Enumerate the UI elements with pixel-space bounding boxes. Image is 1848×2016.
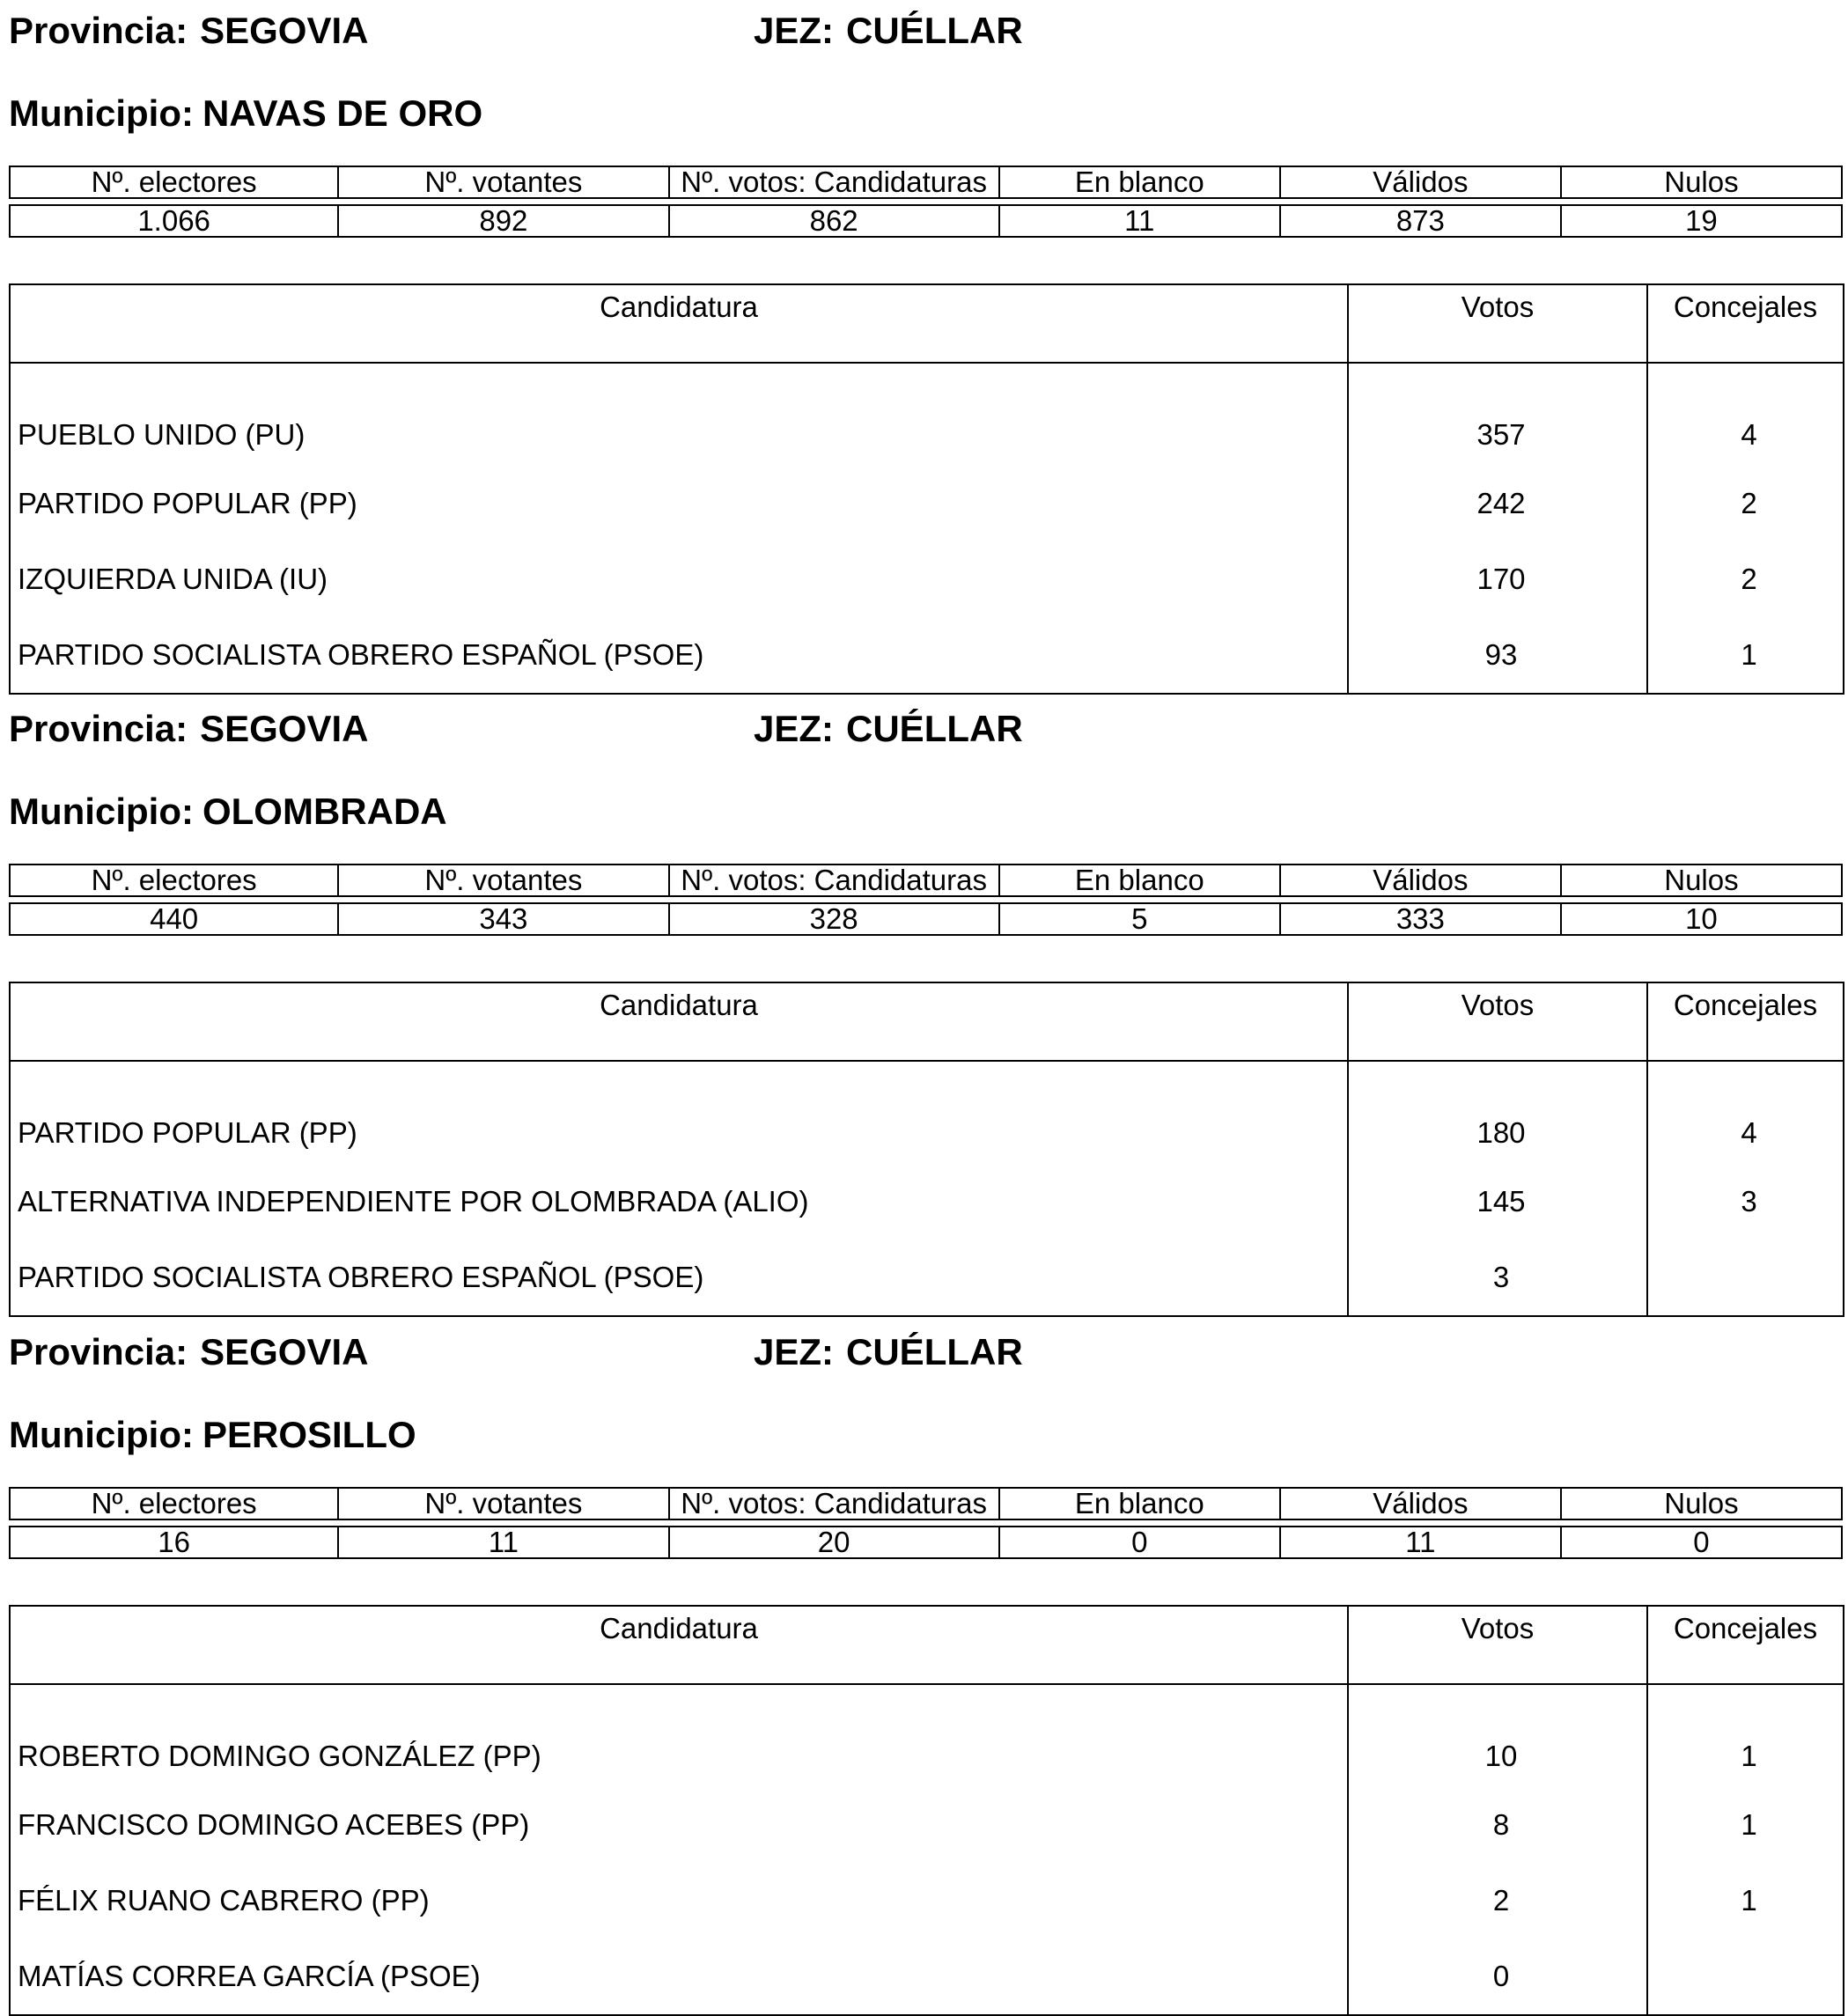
table-row	[10, 1164, 1844, 1240]
value-votantes: 892	[339, 204, 669, 238]
header-votos: Votos	[1348, 1606, 1647, 1684]
value-nulos: 10	[1562, 902, 1843, 936]
header-votos-candidaturas: Nº. votos: Candidaturas	[670, 166, 1000, 199]
provincia-label: Provincia:	[9, 1331, 188, 1372]
section-header	[9, 1321, 1843, 1497]
municipio-value: NAVAS DE ORO	[202, 92, 483, 134]
candidatura-concejales	[1647, 1939, 1844, 2015]
table-row	[10, 541, 1844, 617]
candidatura-name: FÉLIX RUANO CABRERO (PP)	[10, 1863, 1348, 1939]
jez-line	[754, 1331, 1023, 1372]
header-nulos: Nulos	[1562, 864, 1843, 897]
header-candidatura: Candidatura	[10, 284, 1348, 363]
summary-value-row	[9, 1526, 1843, 1559]
municipio-line	[9, 1416, 416, 1453]
header-validos: Válidos	[1281, 864, 1562, 897]
jez-label: JEZ:	[754, 1331, 835, 1372]
value-validos: 11	[1281, 1526, 1562, 1559]
jez-value: CUÉLLAR	[846, 1331, 1023, 1372]
value-validos: 333	[1281, 902, 1562, 936]
municipio-section-navas-de-oro	[9, 0, 1843, 671]
provincia-value: SEGOVIA	[200, 1331, 369, 1372]
summary-header-row	[9, 166, 1843, 199]
table-row	[10, 1787, 1844, 1863]
summary-table	[9, 160, 1843, 243]
candidatura-concejales: 2	[1647, 466, 1844, 541]
header-votantes: Nº. votantes	[339, 864, 669, 897]
summary-header-row	[9, 1487, 1843, 1520]
header-concejales: Concejales	[1647, 1606, 1844, 1684]
candidatura-votos: 0	[1348, 1939, 1647, 2015]
candidatura-votos: 10	[1348, 1684, 1647, 1787]
candidatura-name: PARTIDO POPULAR (PP)	[10, 1061, 1348, 1164]
municipio-label: Municipio:	[9, 791, 194, 832]
municipio-label: Municipio:	[9, 1414, 194, 1455]
candidatura-votos: 170	[1348, 541, 1647, 617]
header-votos-candidaturas: Nº. votos: Candidaturas	[670, 864, 1000, 897]
value-en-blanco: 11	[1000, 204, 1281, 238]
candidatura-votos: 8	[1348, 1787, 1647, 1863]
candidatura-votos: 93	[1348, 617, 1647, 694]
candidaturas-header-row	[10, 982, 1844, 1061]
header-nulos: Nulos	[1562, 166, 1843, 199]
header-validos: Válidos	[1281, 166, 1562, 199]
jez-label: JEZ:	[754, 10, 835, 51]
candidatura-name: ROBERTO DOMINGO GONZÁLEZ (PP)	[10, 1684, 1348, 1787]
candidatura-concejales: 1	[1647, 1684, 1844, 1787]
municipio-line	[9, 92, 483, 134]
candidatura-concejales: 4	[1647, 363, 1844, 466]
header-votantes: Nº. votantes	[339, 1487, 669, 1520]
value-votos-candidaturas: 862	[670, 204, 1000, 238]
summary-table	[9, 1482, 1843, 1564]
candidaturas-table	[9, 982, 1844, 1317]
table-row	[10, 1863, 1844, 1939]
value-en-blanco: 0	[1000, 1526, 1281, 1559]
value-nulos: 19	[1562, 204, 1843, 238]
provincia-line	[9, 12, 368, 49]
municipio-line	[9, 793, 447, 830]
value-en-blanco: 5	[1000, 902, 1281, 936]
candidatura-concejales: 4	[1647, 1061, 1844, 1164]
candidaturas-table	[9, 1605, 1844, 2016]
header-concejales: Concejales	[1647, 284, 1844, 363]
value-electores: 440	[9, 902, 339, 936]
header-en-blanco: En blanco	[1000, 864, 1281, 897]
jez-line	[754, 12, 1023, 49]
header-concejales: Concejales	[1647, 982, 1844, 1061]
table-row	[10, 1939, 1844, 2015]
header-validos: Válidos	[1281, 1487, 1562, 1520]
header-votos: Votos	[1348, 284, 1647, 363]
header-en-blanco: En blanco	[1000, 1487, 1281, 1520]
header-electores: Nº. electores	[9, 166, 339, 199]
candidatura-concejales: 3	[1647, 1164, 1844, 1240]
candidaturas-header-row	[10, 284, 1844, 363]
candidatura-concejales: 1	[1647, 1787, 1844, 1863]
jez-label: JEZ:	[754, 708, 835, 749]
value-nulos: 0	[1562, 1526, 1843, 1559]
header-votos: Votos	[1348, 982, 1647, 1061]
value-validos: 873	[1281, 204, 1562, 238]
table-row	[10, 363, 1844, 466]
provincia-line	[9, 1331, 369, 1372]
candidatura-name: PARTIDO POPULAR (PP)	[10, 466, 1348, 541]
candidatura-concejales: 1	[1647, 1863, 1844, 1939]
candidatura-name: IZQUIERDA UNIDA (IU)	[10, 541, 1348, 617]
value-votantes: 11	[339, 1526, 669, 1559]
table-row	[10, 1061, 1844, 1164]
candidatura-concejales	[1647, 1240, 1844, 1316]
provincia-value: SEGOVIA	[200, 10, 369, 51]
municipio-label: Municipio:	[9, 92, 194, 134]
candidaturas-header-row	[10, 1606, 1844, 1684]
header-votos-candidaturas: Nº. votos: Candidaturas	[670, 1487, 1000, 1520]
header-votantes: Nº. votantes	[339, 166, 669, 199]
provincia-line	[9, 710, 368, 747]
section-header	[9, 0, 1843, 176]
table-row	[10, 1240, 1844, 1316]
summary-header-row	[9, 864, 1843, 897]
municipio-value: OLOMBRADA	[202, 791, 447, 832]
candidatura-concejales: 2	[1647, 541, 1844, 617]
table-row	[10, 617, 1844, 694]
candidaturas-table	[9, 283, 1844, 695]
municipio-section-olombrada	[9, 698, 1843, 1293]
candidatura-votos: 357	[1348, 363, 1647, 466]
municipio-section-perosillo	[9, 1321, 1843, 1992]
value-electores: 16	[9, 1526, 339, 1559]
header-candidatura: Candidatura	[10, 982, 1348, 1061]
provincia-value: SEGOVIA	[200, 708, 369, 749]
candidatura-votos: 3	[1348, 1240, 1647, 1316]
summary-value-row	[9, 902, 1843, 936]
jez-line	[754, 710, 1023, 747]
header-electores: Nº. electores	[9, 1487, 339, 1520]
header-en-blanco: En blanco	[1000, 166, 1281, 199]
summary-value-row	[9, 204, 1843, 238]
header-nulos: Nulos	[1562, 1487, 1843, 1520]
value-votantes: 343	[339, 902, 669, 936]
candidatura-name: PARTIDO SOCIALISTA OBRERO ESPAÑOL (PSOE)	[10, 1240, 1348, 1316]
header-candidatura: Candidatura	[10, 1606, 1348, 1684]
jez-value: CUÉLLAR	[846, 708, 1023, 749]
value-votos-candidaturas: 20	[670, 1526, 1000, 1559]
candidatura-name: PARTIDO SOCIALISTA OBRERO ESPAÑOL (PSOE)	[10, 617, 1348, 694]
candidatura-name: FRANCISCO DOMINGO ACEBES (PP)	[10, 1787, 1348, 1863]
candidatura-votos: 242	[1348, 466, 1647, 541]
candidatura-concejales: 1	[1647, 617, 1844, 694]
value-votos-candidaturas: 328	[670, 902, 1000, 936]
candidatura-votos: 2	[1348, 1863, 1647, 1939]
header-electores: Nº. electores	[9, 864, 339, 897]
candidatura-votos: 145	[1348, 1164, 1647, 1240]
table-row	[10, 466, 1844, 541]
candidatura-votos: 180	[1348, 1061, 1647, 1164]
candidatura-name: ALTERNATIVA INDEPENDIENTE POR OLOMBRADA (ALIO)	[10, 1164, 1348, 1240]
value-electores: 1.066	[9, 204, 339, 238]
summary-table	[9, 858, 1843, 941]
provincia-label: Provincia:	[9, 708, 188, 749]
section-header	[9, 698, 1843, 874]
provincia-label: Provincia:	[9, 10, 188, 51]
municipio-value: PEROSILLO	[202, 1414, 416, 1455]
table-row	[10, 1684, 1844, 1787]
jez-value: CUÉLLAR	[846, 10, 1023, 51]
candidatura-name: PUEBLO UNIDO (PU)	[10, 363, 1348, 466]
candidatura-name: MATÍAS CORREA GARCÍA (PSOE)	[10, 1939, 1348, 2015]
